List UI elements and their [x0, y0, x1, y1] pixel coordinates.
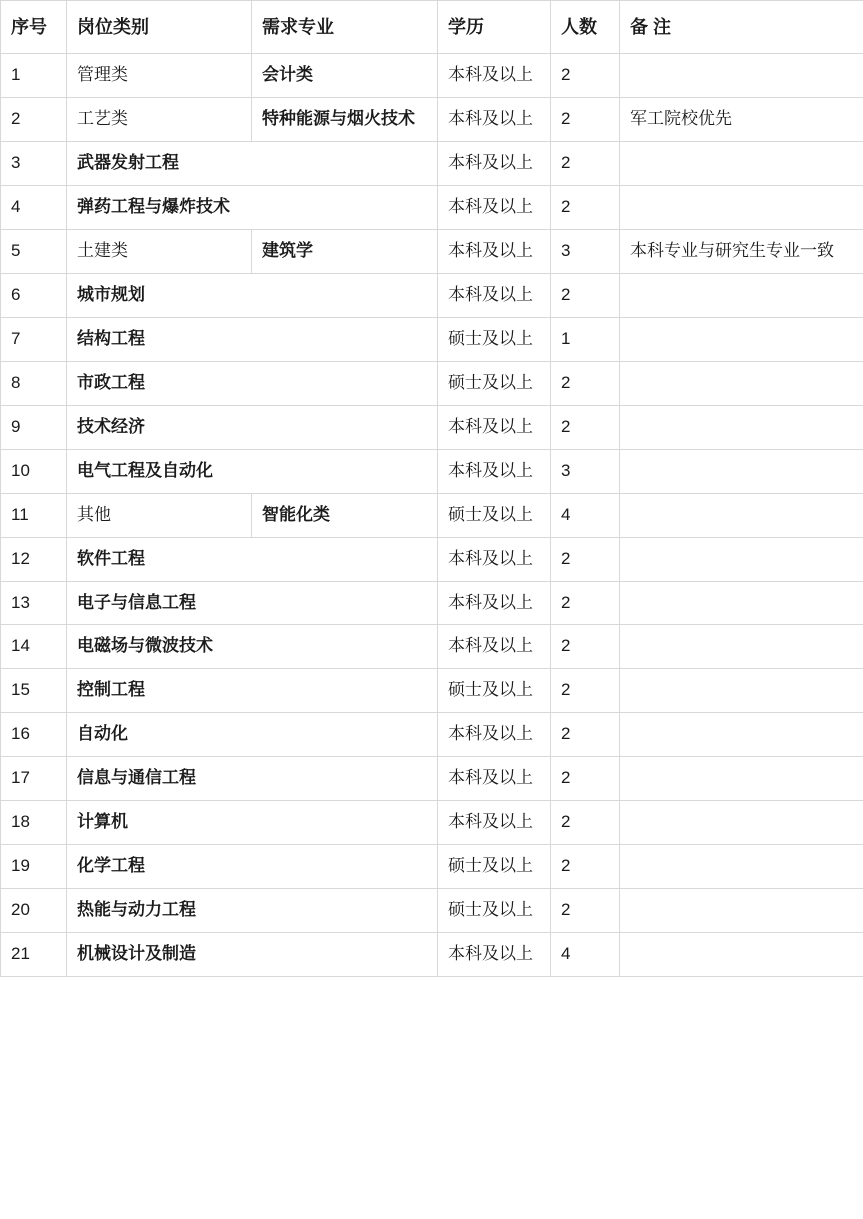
- cell-seq: 7: [1, 317, 67, 361]
- cell-note: [620, 625, 863, 669]
- table-row: [1, 54, 863, 98]
- cell-education: 本科及以上: [438, 581, 551, 625]
- cell-category: 土建类: [67, 230, 252, 274]
- table-row: [1, 405, 863, 449]
- cell-education: 本科及以上: [438, 537, 551, 581]
- cell-note: [620, 317, 863, 361]
- cell-category: 电子与信息工程: [67, 581, 438, 625]
- cell-major: 建筑学: [252, 230, 438, 274]
- cell-note: [620, 933, 863, 977]
- table-row: [1, 361, 863, 405]
- cell-education: 本科及以上: [438, 230, 551, 274]
- cell-category: 技术经济: [67, 405, 438, 449]
- cell-note: [620, 361, 863, 405]
- table-row: [1, 845, 863, 889]
- cell-education: 硕士及以上: [438, 669, 551, 713]
- column-header-major: 需求专业: [252, 1, 438, 54]
- cell-count: 2: [551, 845, 620, 889]
- cell-count: 2: [551, 54, 620, 98]
- cell-note: 军工院校优先: [620, 98, 863, 142]
- cell-education: 本科及以上: [438, 142, 551, 186]
- cell-count: 2: [551, 142, 620, 186]
- cell-count: 3: [551, 449, 620, 493]
- table-row: [1, 933, 863, 977]
- cell-note: [620, 493, 863, 537]
- cell-note: [620, 801, 863, 845]
- cell-note: [620, 54, 863, 98]
- cell-education: 本科及以上: [438, 449, 551, 493]
- cell-category: 自动化: [67, 713, 438, 757]
- cell-education: 本科及以上: [438, 405, 551, 449]
- cell-count: 2: [551, 757, 620, 801]
- column-header-note: 备 注: [620, 1, 863, 54]
- cell-note: 本科专业与研究生专业一致: [620, 230, 863, 274]
- cell-note: [620, 449, 863, 493]
- cell-note: [620, 186, 863, 230]
- cell-count: 2: [551, 889, 620, 933]
- cell-seq: 18: [1, 801, 67, 845]
- table-header-row: [1, 1, 863, 54]
- cell-seq: 19: [1, 845, 67, 889]
- cell-education: 硕士及以上: [438, 317, 551, 361]
- cell-education: 本科及以上: [438, 54, 551, 98]
- cell-category: 电气工程及自动化: [67, 449, 438, 493]
- table-row: [1, 801, 863, 845]
- table-row: [1, 142, 863, 186]
- cell-count: 2: [551, 186, 620, 230]
- cell-category: 信息与通信工程: [67, 757, 438, 801]
- cell-education: 本科及以上: [438, 933, 551, 977]
- cell-count: 1: [551, 317, 620, 361]
- table-row: [1, 273, 863, 317]
- cell-note: [620, 405, 863, 449]
- cell-category: 热能与动力工程: [67, 889, 438, 933]
- table-row: [1, 889, 863, 933]
- cell-seq: 2: [1, 98, 67, 142]
- cell-seq: 17: [1, 757, 67, 801]
- cell-category: 结构工程: [67, 317, 438, 361]
- cell-category: 城市规划: [67, 273, 438, 317]
- cell-seq: 11: [1, 493, 67, 537]
- table-row: [1, 493, 863, 537]
- cell-seq: 8: [1, 361, 67, 405]
- cell-seq: 10: [1, 449, 67, 493]
- cell-category: 电磁场与微波技术: [67, 625, 438, 669]
- table-row: [1, 713, 863, 757]
- cell-note: [620, 845, 863, 889]
- cell-education: 硕士及以上: [438, 889, 551, 933]
- cell-note: [620, 713, 863, 757]
- cell-note: [620, 273, 863, 317]
- cell-education: 本科及以上: [438, 273, 551, 317]
- cell-education: 本科及以上: [438, 625, 551, 669]
- column-header-count: 人数: [551, 1, 620, 54]
- cell-education: 本科及以上: [438, 757, 551, 801]
- table-row: [1, 669, 863, 713]
- cell-category: 机械设计及制造: [67, 933, 438, 977]
- cell-education: 硕士及以上: [438, 845, 551, 889]
- cell-note: [620, 669, 863, 713]
- cell-seq: 1: [1, 54, 67, 98]
- cell-count: 2: [551, 801, 620, 845]
- cell-seq: 12: [1, 537, 67, 581]
- cell-seq: 20: [1, 889, 67, 933]
- cell-education: 本科及以上: [438, 713, 551, 757]
- cell-education: 本科及以上: [438, 186, 551, 230]
- cell-seq: 14: [1, 625, 67, 669]
- cell-category: 其他: [67, 493, 252, 537]
- column-header-category: 岗位类别: [67, 1, 252, 54]
- cell-count: 2: [551, 669, 620, 713]
- cell-education: 本科及以上: [438, 98, 551, 142]
- cell-seq: 16: [1, 713, 67, 757]
- table-row: [1, 537, 863, 581]
- cell-seq: 6: [1, 273, 67, 317]
- table-row: [1, 230, 863, 274]
- cell-category: 控制工程: [67, 669, 438, 713]
- cell-category: 化学工程: [67, 845, 438, 889]
- table-row: [1, 757, 863, 801]
- cell-count: 2: [551, 625, 620, 669]
- cell-seq: 3: [1, 142, 67, 186]
- cell-category: 管理类: [67, 54, 252, 98]
- cell-count: 3: [551, 230, 620, 274]
- cell-count: 4: [551, 933, 620, 977]
- cell-category: 弹药工程与爆炸技术: [67, 186, 438, 230]
- table-header: [1, 1, 863, 54]
- cell-note: [620, 757, 863, 801]
- cell-count: 2: [551, 581, 620, 625]
- cell-seq: 15: [1, 669, 67, 713]
- cell-count: 2: [551, 273, 620, 317]
- cell-note: [620, 142, 863, 186]
- cell-education: 硕士及以上: [438, 493, 551, 537]
- cell-category: 武器发射工程: [67, 142, 438, 186]
- cell-seq: 21: [1, 933, 67, 977]
- cell-seq: 13: [1, 581, 67, 625]
- table-row: [1, 98, 863, 142]
- cell-seq: 4: [1, 186, 67, 230]
- table-row: [1, 186, 863, 230]
- cell-count: 2: [551, 405, 620, 449]
- table-row: [1, 581, 863, 625]
- cell-education: 本科及以上: [438, 801, 551, 845]
- table-row: [1, 317, 863, 361]
- cell-major: 智能化类: [252, 493, 438, 537]
- cell-category: 市政工程: [67, 361, 438, 405]
- table-body: [1, 54, 863, 977]
- cell-category: 工艺类: [67, 98, 252, 142]
- cell-education: 硕士及以上: [438, 361, 551, 405]
- cell-count: 4: [551, 493, 620, 537]
- cell-major: 会计类: [252, 54, 438, 98]
- cell-note: [620, 537, 863, 581]
- cell-category: 软件工程: [67, 537, 438, 581]
- cell-note: [620, 581, 863, 625]
- cell-major: 特种能源与烟火技术: [252, 98, 438, 142]
- cell-seq: 9: [1, 405, 67, 449]
- cell-note: [620, 889, 863, 933]
- table-row: [1, 625, 863, 669]
- column-header-education: 学历: [438, 1, 551, 54]
- cell-seq: 5: [1, 230, 67, 274]
- cell-count: 2: [551, 713, 620, 757]
- cell-count: 2: [551, 361, 620, 405]
- cell-count: 2: [551, 98, 620, 142]
- table-row: [1, 449, 863, 493]
- cell-count: 2: [551, 537, 620, 581]
- column-header-seq: 序号: [1, 1, 67, 54]
- cell-category: 计算机: [67, 801, 438, 845]
